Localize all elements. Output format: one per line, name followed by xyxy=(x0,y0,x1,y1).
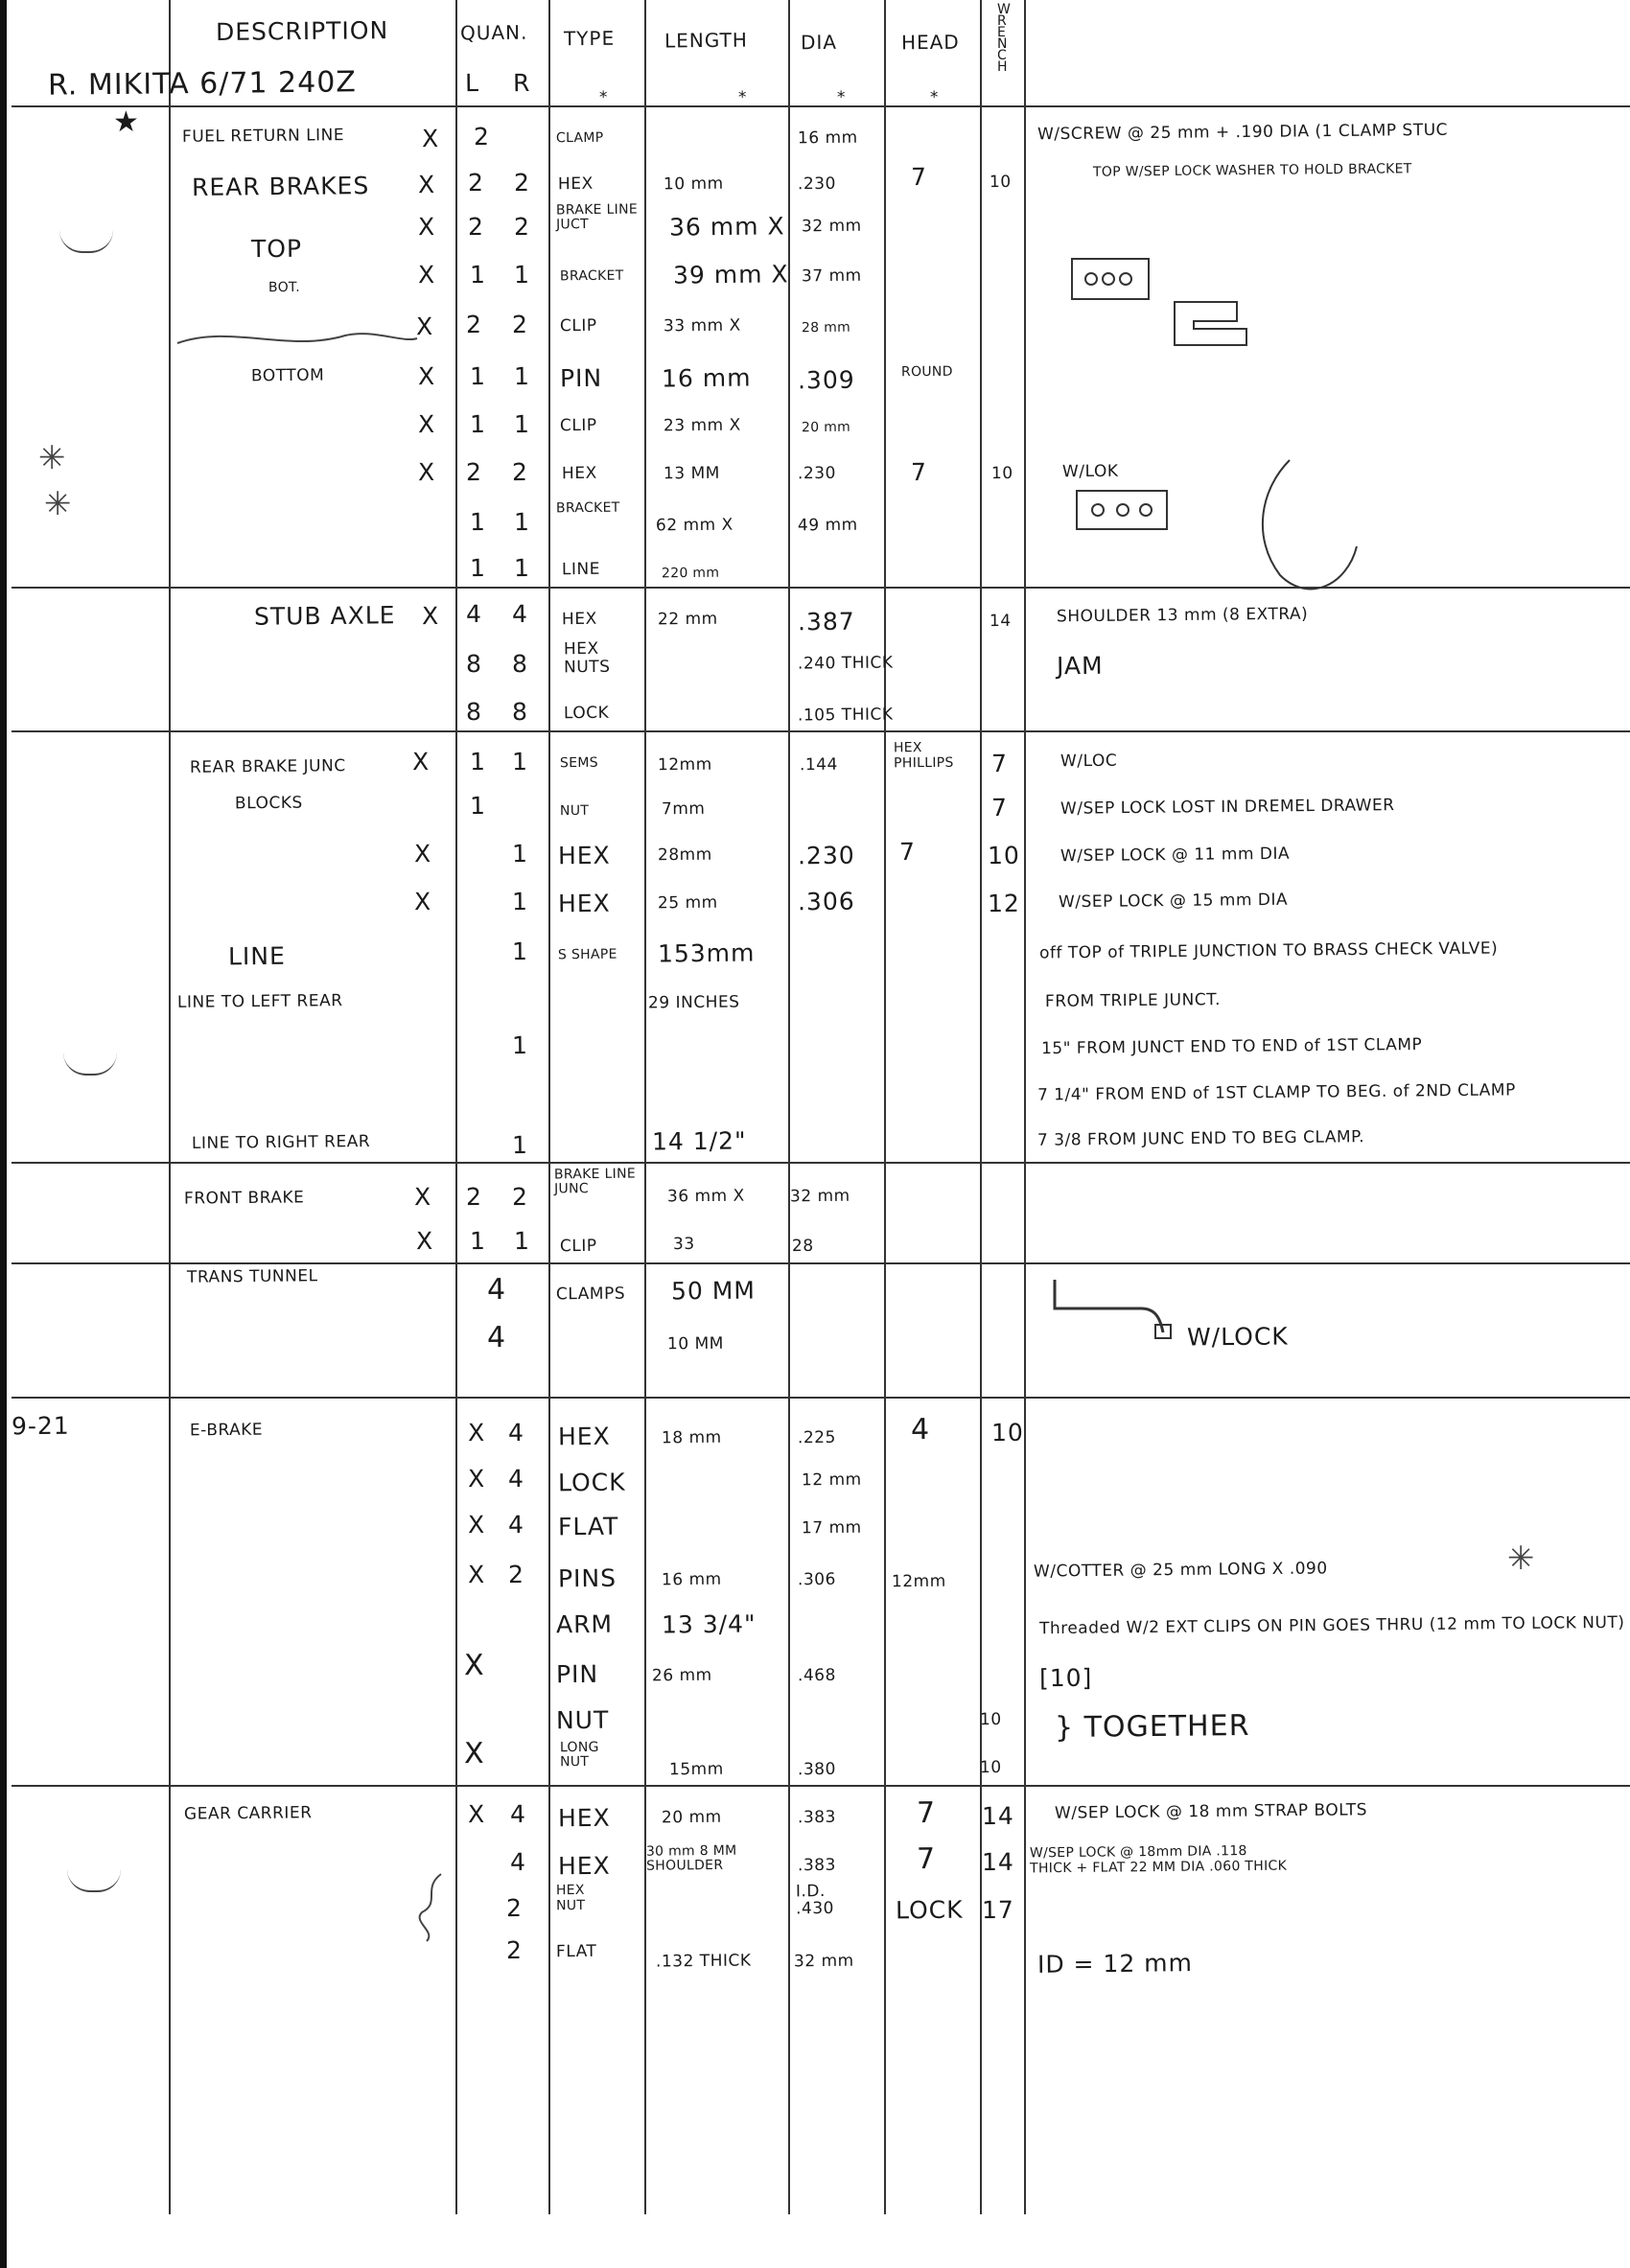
margin-mark xyxy=(63,1053,117,1076)
qty-left: 1 xyxy=(469,553,487,583)
length-cell: 33 xyxy=(672,1234,695,1255)
column-rule xyxy=(169,0,171,2214)
dia-cell: .383 xyxy=(797,1807,836,1828)
clamp-sketch xyxy=(1050,1275,1194,1342)
qty-right: 2 xyxy=(511,310,529,339)
dia-cell: .144 xyxy=(799,754,838,775)
head-cell: 7 xyxy=(910,457,928,487)
type-cell: HEX xyxy=(561,463,597,484)
header-star: ★ xyxy=(112,104,141,140)
bracket-sketch xyxy=(1064,244,1285,350)
scribble-mark xyxy=(412,1869,451,1946)
type-cell: HEX xyxy=(557,1803,611,1833)
dia-cell: .380 xyxy=(797,1759,836,1780)
note-cell: W/LOCK xyxy=(1186,1322,1289,1352)
length-cell: 33 mm X xyxy=(663,315,741,336)
section-description: STUB AXLE xyxy=(253,601,396,631)
check-mark: X xyxy=(417,457,436,487)
length-cell: 13 MM xyxy=(663,463,720,484)
qty-left: 2 xyxy=(465,310,483,339)
note-cell: W/LOC xyxy=(1060,751,1118,772)
note-cell: W/SEP LOCK LOST IN DREMEL DRAWER xyxy=(1060,796,1395,819)
type-cell: HEX NUT xyxy=(555,1882,586,1914)
check-mark: X xyxy=(413,839,432,868)
section-description: TRANS TUNNEL xyxy=(186,1266,318,1287)
type-cell: FLAT xyxy=(555,1941,597,1962)
qty-left: 1 xyxy=(469,507,487,537)
header-description: DESCRIPTION xyxy=(215,16,389,46)
row-rule xyxy=(12,1785,1630,1787)
type-cell: HEX xyxy=(557,841,611,870)
type-cell: CLAMP xyxy=(555,129,604,147)
check-mark: X xyxy=(467,1560,486,1589)
dia-cell: .105 THICK xyxy=(797,705,894,726)
qty-left: 8 xyxy=(465,649,483,679)
note-cell: JAM xyxy=(1056,651,1104,681)
qty-right: 2 xyxy=(505,1935,524,1965)
head-cell: HEX PHILLIPS xyxy=(893,740,954,772)
length-cell: 20 mm xyxy=(661,1807,722,1828)
section-description: REAR BRAKE JUNC xyxy=(189,756,346,777)
section-sub-label: LINE xyxy=(227,941,286,971)
dia-cell: 49 mm xyxy=(797,515,858,536)
dia-cell: .383 xyxy=(797,1855,836,1876)
check-mark: X xyxy=(415,1226,434,1256)
length-cell: 62 mm X xyxy=(655,515,734,536)
dia-cell: 28 mm xyxy=(801,319,851,336)
column-rule xyxy=(884,0,886,2214)
note-cell: W/SEP LOCK @ 18mm DIA .118 THICK + FLAT 22 MM DIA .060 THICK xyxy=(1029,1843,1288,1877)
section-sub-label: LINE TO RIGHT REAR xyxy=(191,1132,371,1153)
qty-right: 1 xyxy=(511,839,529,868)
wrench-cell: 17 xyxy=(981,1895,1014,1925)
length-cell: 29 INCHES xyxy=(647,992,740,1013)
header-asterisk: * xyxy=(836,87,847,108)
qty-right: 4 xyxy=(507,1510,525,1539)
column-rule xyxy=(980,0,982,2214)
qty-left: 2 xyxy=(465,457,483,487)
qty-right: 1 xyxy=(511,887,529,916)
margin-mark xyxy=(67,1869,121,1892)
star-mark: ✳ xyxy=(38,439,66,477)
dia-cell: 17 mm xyxy=(801,1517,862,1539)
type-cell: BRACKET xyxy=(555,499,620,517)
section-description: FUEL RETURN LINE xyxy=(181,126,345,147)
note-cell: W/SEP LOCK @ 15 mm DIA xyxy=(1058,890,1289,913)
qty-right: 1 xyxy=(511,747,529,776)
qty-right: 1 xyxy=(511,1130,529,1160)
type-cell: S SHAPE xyxy=(557,946,617,963)
header-asterisk: * xyxy=(598,87,609,108)
section-description: GEAR CARRIER xyxy=(183,1803,313,1824)
type-cell: BRAKE LINE JUNC xyxy=(553,1166,637,1197)
qty-left: 4 xyxy=(486,1272,507,1308)
section-sub-label: BLOCKS xyxy=(234,793,303,814)
type-cell: PINS xyxy=(557,1563,617,1593)
check-mark: X xyxy=(417,212,436,242)
qty-right: 4 xyxy=(511,599,529,629)
header-l: L xyxy=(464,68,480,98)
type-cell: PIN xyxy=(555,1659,599,1689)
qty-left: 1 xyxy=(469,260,487,289)
section-description: FRONT BRAKE xyxy=(183,1188,305,1209)
wrench-cell: 12 xyxy=(987,889,1020,918)
length-cell: 15mm xyxy=(668,1759,724,1780)
margin-mark xyxy=(59,230,113,253)
dia-cell: .468 xyxy=(797,1665,836,1686)
note-cell: [10] xyxy=(1038,1663,1093,1693)
qty-right: 2 xyxy=(511,457,529,487)
length-cell: 28mm xyxy=(657,845,712,866)
wrench-cell: 14 xyxy=(981,1801,1014,1831)
head-cell: 4 xyxy=(910,1412,931,1447)
type-cell: HEX xyxy=(557,1851,611,1881)
qty-right: 2 xyxy=(513,168,531,197)
note-cell: W/SEP LOCK @ 11 mm DIA xyxy=(1060,844,1291,867)
qty-right: 2 xyxy=(511,1182,529,1212)
wrench-cell: 10 xyxy=(990,463,1013,484)
dia-cell: .230 xyxy=(797,174,836,195)
note-cell: FROM TRIPLE JUNCT. xyxy=(1044,990,1222,1011)
row-rule xyxy=(12,587,1630,589)
qty-left: 4 xyxy=(465,599,483,629)
type-cell: CLIP xyxy=(559,315,597,336)
note-cell: } TOGETHER xyxy=(1054,1708,1250,1746)
qty-right: 1 xyxy=(513,409,531,439)
check-mark: X xyxy=(421,124,440,153)
head-cell: LOCK xyxy=(895,1895,964,1925)
length-cell: 36 mm X xyxy=(666,1186,745,1207)
wrench-cell: 7 xyxy=(990,793,1009,822)
owner-label: R. MIKITA 6/71 240Z xyxy=(47,65,358,103)
dia-cell: .306 xyxy=(797,887,855,916)
length-cell: 153mm xyxy=(657,938,756,968)
qty-left: 2 xyxy=(467,212,485,242)
note-cell: W/SEP LOCK @ 18 mm STRAP BOLTS xyxy=(1054,1800,1368,1823)
qty-right: 8 xyxy=(511,649,529,679)
type-cell: LOCK xyxy=(557,1468,626,1497)
dia-cell: 32 mm xyxy=(801,216,862,237)
section-description: E-BRAKE xyxy=(189,1420,264,1441)
type-cell: PIN xyxy=(559,363,603,393)
qty-right: 8 xyxy=(511,697,529,727)
section-description: REAR BRAKES xyxy=(191,172,370,201)
qty-right: 1 xyxy=(513,361,531,391)
wrench-cell: 10 xyxy=(987,841,1020,870)
length-cell: 14 1/2" xyxy=(651,1126,747,1156)
type-cell: ARM xyxy=(555,1609,614,1639)
check-mark: X xyxy=(415,312,434,341)
section-date: 9-21 xyxy=(11,1411,70,1441)
head-cell: 7 xyxy=(916,1795,937,1831)
check-mark: X xyxy=(463,1648,485,1683)
dia-cell: 28 xyxy=(791,1236,814,1257)
column-rule xyxy=(455,0,457,2214)
line-sketch xyxy=(1069,451,1376,604)
type-cell: HEX NUTS xyxy=(563,638,611,678)
qty-right: 4 xyxy=(509,1799,527,1829)
header-asterisk: * xyxy=(737,87,748,108)
head-cell: 7 xyxy=(910,162,928,192)
qty-right: 4 xyxy=(509,1847,527,1877)
column-rule xyxy=(788,0,790,2214)
dia-cell: I.D. .430 xyxy=(795,1881,835,1919)
qty-right: 1 xyxy=(513,553,531,583)
wrench-cell: 10 xyxy=(989,172,1012,193)
type-cell: SEMS xyxy=(559,754,598,772)
dia-cell: 16 mm xyxy=(797,127,858,149)
dia-cell: .309 xyxy=(797,365,855,395)
type-cell: FLAT xyxy=(557,1512,619,1541)
qty-left: 8 xyxy=(465,697,483,727)
check-mark: X xyxy=(467,1510,486,1539)
row-rule xyxy=(12,730,1630,732)
dia-cell: .225 xyxy=(797,1427,836,1448)
qty-right: 2 xyxy=(513,212,531,242)
length-cell: 39 mm X xyxy=(672,260,789,289)
note-cell: ID = 12 mm xyxy=(1036,1949,1194,1979)
length-cell: 7mm xyxy=(661,798,706,820)
head-cell: ROUND xyxy=(900,363,953,381)
qty-right: 1 xyxy=(511,937,529,966)
qty-right: 1 xyxy=(513,1226,531,1256)
wrench-cell: 10 xyxy=(979,1757,1002,1778)
header-r: R xyxy=(512,68,531,98)
qty-right: 1 xyxy=(513,260,531,289)
length-cell: 16 mm xyxy=(661,1569,722,1590)
column-rule xyxy=(644,0,646,2214)
qty-left: 2 xyxy=(465,1182,483,1212)
header-type: TYPE xyxy=(563,26,616,51)
qty-right: 1 xyxy=(511,1030,529,1060)
note-cell: SHOULDER 13 mm (8 EXTRA) xyxy=(1056,604,1309,627)
header-wrench: WRENCH xyxy=(997,2,1012,75)
star-mark: ✳ xyxy=(44,485,72,523)
dia-cell: 37 mm xyxy=(801,266,862,287)
type-cell: LINE xyxy=(561,559,601,580)
wrench-cell: 7 xyxy=(990,749,1009,778)
qty-left: 1 xyxy=(469,1226,487,1256)
dia-cell: .387 xyxy=(797,607,855,636)
type-cell: CLIP xyxy=(559,1236,597,1257)
check-mark: X xyxy=(421,601,440,631)
type-cell: BRAKE LINE JUCT xyxy=(555,201,639,233)
length-cell: 36 mm X xyxy=(668,212,785,242)
section-sub-label: LINE TO LEFT REAR xyxy=(176,991,343,1012)
type-cell: HEX xyxy=(557,1422,611,1451)
row-rule xyxy=(12,1397,1630,1399)
dia-cell: .306 xyxy=(797,1569,836,1590)
header-dia: DIA xyxy=(800,30,838,55)
qty-left: 1 xyxy=(469,409,487,439)
type-cell: CLAMPS xyxy=(555,1284,626,1305)
dia-cell: 12 mm xyxy=(801,1470,862,1491)
type-cell: LONG NUT xyxy=(559,1739,599,1770)
check-mark: X xyxy=(467,1799,486,1829)
row-rule xyxy=(12,105,1630,107)
note-cell: TOP W/SEP LOCK WASHER TO HOLD BRACKET xyxy=(1092,161,1412,180)
check-mark: X xyxy=(411,747,431,776)
header-length: LENGTH xyxy=(664,28,748,53)
type-cell: HEX xyxy=(561,609,597,630)
length-cell: 12mm xyxy=(657,754,712,775)
head-cell: 7 xyxy=(916,1841,937,1877)
header-quan: QUAN. xyxy=(459,20,528,45)
note-cell: 7 1/4" FROM END of 1ST CLAMP TO BEG. of 2ND CLAMP xyxy=(1036,1080,1516,1105)
header-asterisk: * xyxy=(929,87,940,108)
note-cell: off TOP of TRIPLE JUNCTION TO BRASS CHECK VALVE) xyxy=(1038,938,1499,963)
row-rule xyxy=(12,1262,1630,1264)
type-cell: HEX xyxy=(557,174,594,195)
head-cell: 7 xyxy=(898,837,917,867)
header-head: HEAD xyxy=(900,30,960,55)
qty-left: 1 xyxy=(469,791,487,821)
dia-cell: .230 xyxy=(797,841,855,870)
scribble-line xyxy=(173,324,422,353)
check-mark: X xyxy=(413,1182,432,1212)
qty-right: 1 xyxy=(513,507,531,537)
qty-right: 2 xyxy=(505,1893,524,1923)
wrench-cell: 10 xyxy=(990,1418,1024,1447)
type-cell: LOCK xyxy=(563,703,610,724)
length-cell: 10 MM xyxy=(666,1333,724,1354)
dia-cell: 20 mm xyxy=(801,419,851,436)
section-sub-label: TOP xyxy=(250,234,303,264)
note-cell: 7 3/8 FROM JUNC END TO BEG CLAMP. xyxy=(1036,1127,1365,1150)
row-rule xyxy=(12,1162,1630,1164)
note-cell: Threaded W/2 EXT CLIPS ON PIN GOES THRU (12 mm TO LOCK NUT) xyxy=(1038,1612,1625,1639)
scan-left-edge xyxy=(0,0,7,2268)
length-cell: 16 mm xyxy=(661,363,752,393)
qty-left: 1 xyxy=(469,747,487,776)
length-cell: 220 mm xyxy=(661,565,720,582)
note-cell: 15" FROM JUNCT END TO END of 1ST CLAMP xyxy=(1040,1034,1423,1059)
type-cell: BRACKET xyxy=(559,267,624,285)
qty-left: 1 xyxy=(469,361,487,391)
check-mark: X xyxy=(413,887,432,916)
dia-cell: .240 THICK xyxy=(797,653,894,674)
check-mark: X xyxy=(417,170,436,199)
qty-right: 4 xyxy=(507,1464,525,1493)
dia-cell: .230 xyxy=(797,463,836,484)
length-cell: 13 3/4" xyxy=(661,1609,757,1639)
check-mark: X xyxy=(467,1464,486,1493)
length-cell: 22 mm xyxy=(657,609,718,630)
note-cell: W/LOK xyxy=(1061,461,1119,482)
dia-cell: 32 mm xyxy=(793,1951,854,1972)
note-cell: W/COTTER @ 25 mm LONG X .090 xyxy=(1033,1559,1328,1582)
length-cell: 10 mm xyxy=(663,174,724,195)
length-cell: 18 mm xyxy=(661,1427,722,1448)
length-cell: 30 mm 8 MM SHOULDER xyxy=(645,1842,737,1874)
wrench-cell: 14 xyxy=(989,611,1012,632)
length-cell: 23 mm X xyxy=(663,415,741,436)
length-cell: 50 MM xyxy=(670,1276,757,1306)
check-mark: X xyxy=(417,260,436,289)
qty-right: 2 xyxy=(507,1560,525,1589)
column-rule xyxy=(548,0,550,2214)
wrench-cell: 10 xyxy=(979,1709,1002,1730)
qty-right: 4 xyxy=(507,1418,525,1447)
check-mark: X xyxy=(467,1418,486,1447)
star-mark: ✳ xyxy=(1507,1539,1535,1578)
type-cell: HEX xyxy=(557,889,611,918)
column-rule xyxy=(1024,0,1026,2214)
qty-left: 2 xyxy=(473,122,491,151)
head-cell: 12mm xyxy=(891,1571,946,1592)
dia-cell: 32 mm xyxy=(789,1186,850,1207)
type-cell: NUT xyxy=(559,802,590,820)
note-cell: W/SCREW @ 25 mm + .190 DIA (1 CLAMP STUC xyxy=(1036,120,1449,145)
check-mark: X xyxy=(417,361,436,391)
length-cell: 26 mm xyxy=(651,1665,712,1686)
qty-left: 2 xyxy=(467,168,485,197)
type-cell: NUT xyxy=(555,1705,610,1735)
section-sub-label: BOTTOM xyxy=(250,365,325,386)
qty-left: 4 xyxy=(486,1320,507,1355)
check-mark: X xyxy=(463,1736,485,1771)
length-cell: .132 THICK xyxy=(655,1951,752,1972)
type-cell: CLIP xyxy=(559,415,597,436)
check-mark: X xyxy=(417,409,436,439)
section-sub-label: BOT. xyxy=(268,279,301,296)
length-cell: 25 mm xyxy=(657,892,718,914)
wrench-cell: 14 xyxy=(981,1847,1014,1877)
